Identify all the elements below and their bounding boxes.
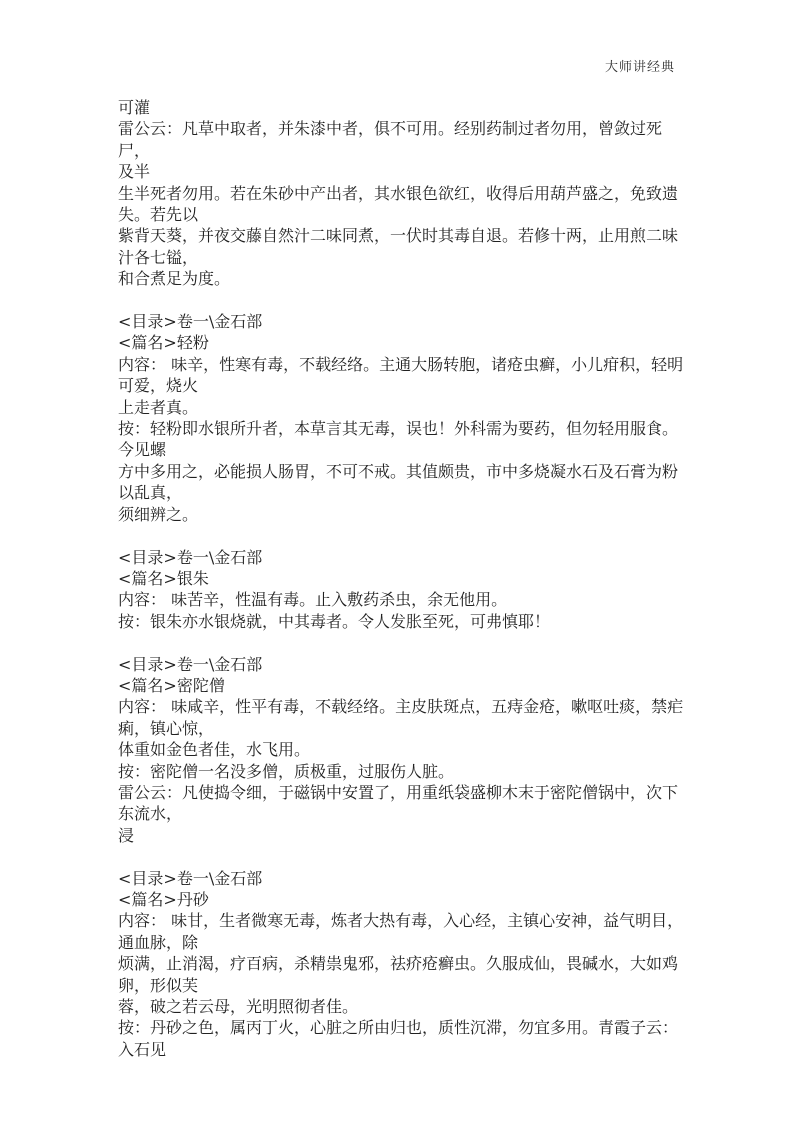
text-line: 蓉，破之若云母，光明照彻者佳。 <box>118 997 359 1016</box>
text-line: 可爱，烧火 <box>118 376 199 396</box>
text-line: <目录>卷一\金石部 <box>118 312 263 332</box>
text-line: <篇名>轻粉 <box>118 333 209 353</box>
text-line: 东流水， <box>118 804 183 824</box>
text-line: <篇名>密陀僧 <box>118 675 225 695</box>
text-section <box>118 311 686 525</box>
text-line: 以乱真， <box>118 483 183 503</box>
text-line: <目录>卷一\金石部 <box>118 547 263 567</box>
text-line: <篇名>银朱 <box>118 568 209 588</box>
text-line: 汁各七镒， <box>118 247 199 267</box>
text-line: 雷公云：凡使捣令细，于磁锅中安置了，用重纸袋盛柳木末于密陀僧锅中，次下 <box>118 782 679 802</box>
header-title: 大师讲经典 <box>604 60 675 75</box>
text-line: 按：银朱亦水银烧就，中其毒者。令人发胀至死，可弗慎耶！ <box>118 611 551 631</box>
text-line: 须细辨之。 <box>118 504 199 524</box>
text-line: 按：轻粉即水银所升者，本草言其无毒，误也！外科需为要药，但勿轻用服食。 <box>118 419 679 439</box>
text-line: 浸 <box>118 825 135 845</box>
text-line: <目录>卷一\金石部 <box>118 654 263 674</box>
text-line: 内容： 味辛，性寒有毒，不载经络。主通大肠转胞，诸疮虫癣，小儿疳积，轻明 <box>118 354 684 374</box>
text-section <box>118 654 686 847</box>
text-line: 通血脉，除 <box>118 932 199 952</box>
text-line: 可灌 <box>118 98 151 117</box>
text-line: 今见螺 <box>118 440 167 460</box>
text-line: 紫背天葵，并夜交藤自然汁二味同煮，一伏时其毒自退。若修十两，止用煎二味 <box>118 226 679 246</box>
text-section <box>118 97 686 290</box>
text-line: 入石见 <box>118 1039 167 1059</box>
text-line: 按：密陀僧一名没多僧，质极重，过服伤人脏。 <box>118 761 455 781</box>
text-line: 生半死者勿用。若在朱砂中产出者，其水银色欲红，收得后用葫芦盛之，免致遗 <box>118 183 679 203</box>
page-header <box>0 56 675 75</box>
text-section <box>118 547 686 633</box>
text-line: 内容： 味咸辛，性平有毒，不载经络。主皮肤斑点，五痔金疮，嗽呕吐痰，禁疟 <box>118 697 684 717</box>
text-line: 体重如金色者佳，水飞用。 <box>118 740 311 760</box>
text-line: 卵，形似芙 <box>118 975 199 995</box>
text-line: 内容： 味苦辛，性温有毒。止入敷药杀虫，余无他用。 <box>118 590 508 610</box>
text-line: 按：丹砂之色，属丙丁火，心脏之所由归也，质性沉滞，勿宜多用。青霞子云： <box>118 1018 679 1038</box>
text-line: 及半 <box>118 162 151 182</box>
text-line: 和合煮足为度。 <box>118 269 231 289</box>
text-line: 内容： 味甘，生者微寒无毒，炼者大热有毒，入心经，主镇心安神，益气明目， <box>118 911 684 931</box>
text-line: 雷公云：凡草中取者，并朱漆中者，俱不可用。经别药制过者勿用，曾敛过死尸， <box>118 119 663 160</box>
text-line: 失。若先以 <box>118 205 199 225</box>
text-line: 烦满，止消渴，疗百病，杀精祟鬼邪，祛疥疮癣虫。久服成仙，畏碱水，大如鸡 <box>118 954 679 974</box>
text-section <box>118 868 686 1061</box>
text-line: 痢，镇心惊， <box>118 718 215 738</box>
document-body <box>118 97 686 1060</box>
text-line: 上走者真。 <box>118 397 199 417</box>
text-line: 方中多用之，必能损人肠胃，不可不戒。其值颇贵，市中多烧凝水石及石膏为粉 <box>118 461 679 481</box>
text-line: <目录>卷一\金石部 <box>118 868 263 888</box>
text-line: <篇名>丹砂 <box>118 889 209 909</box>
